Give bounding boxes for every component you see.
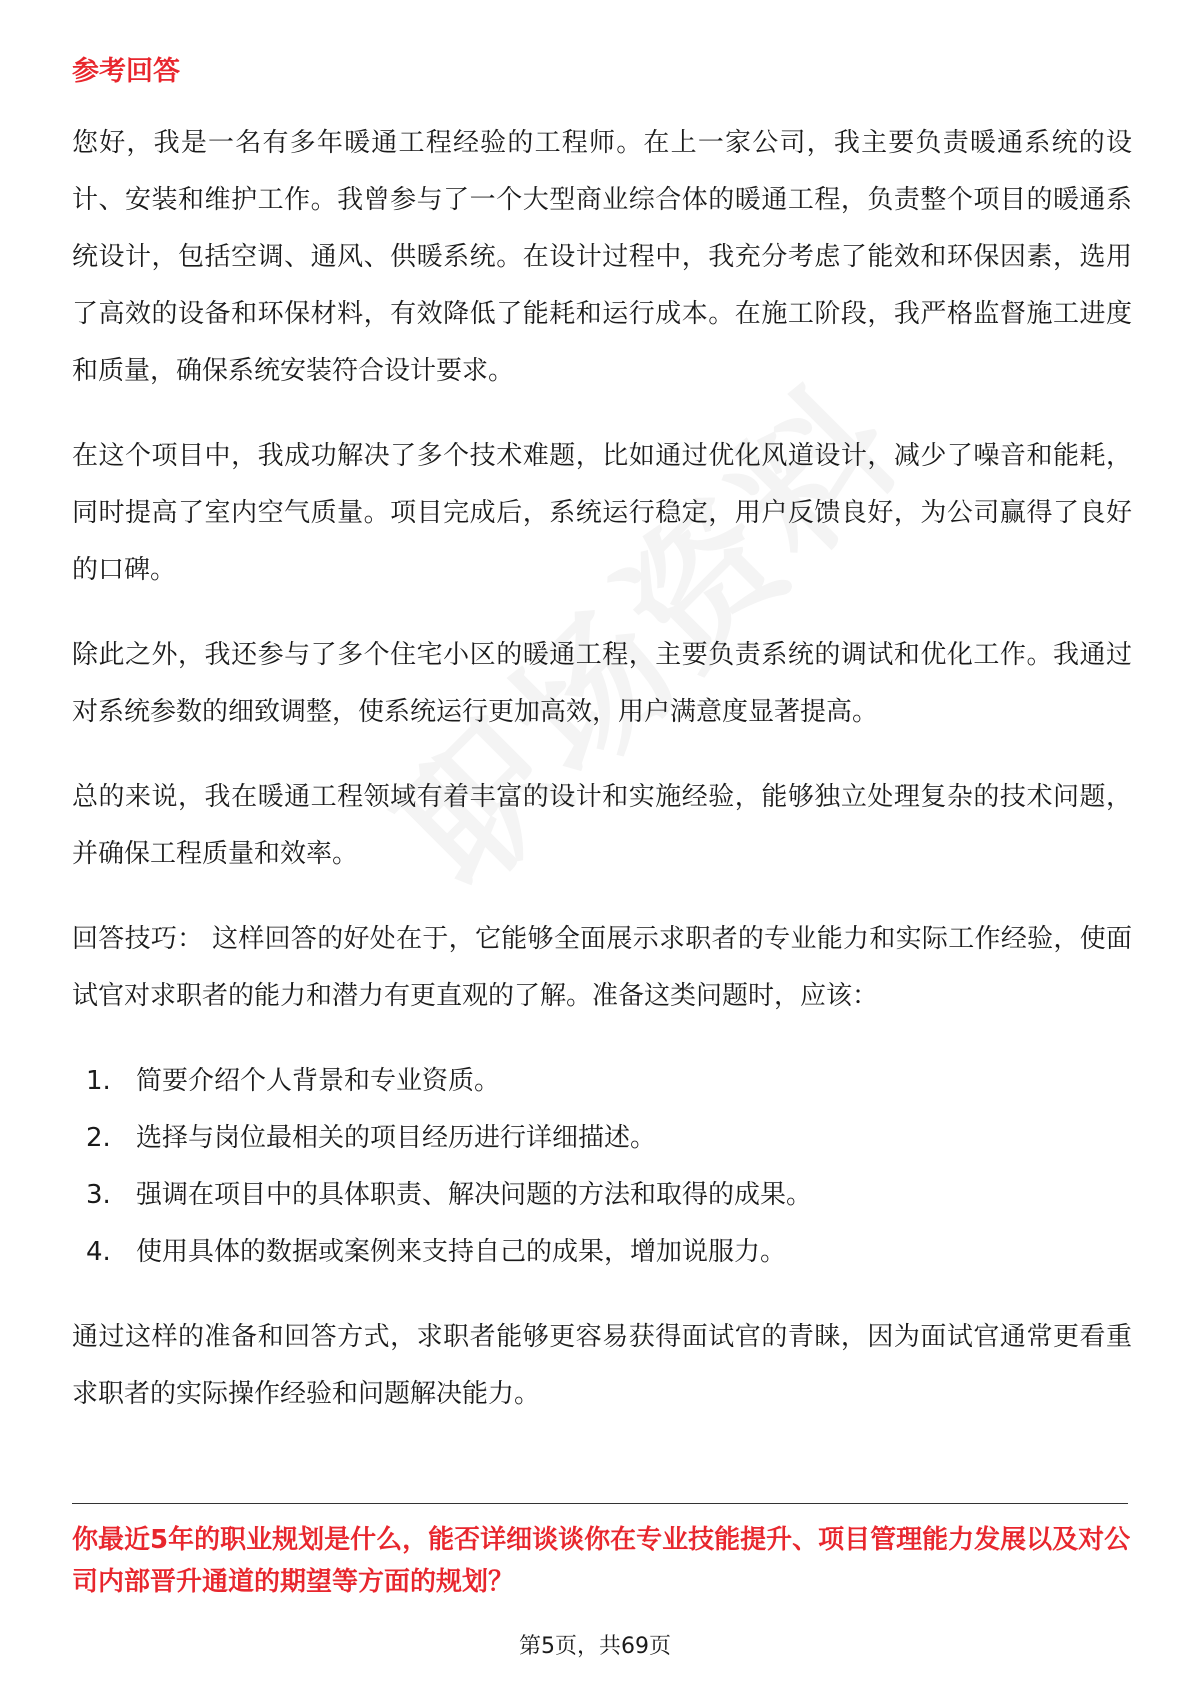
list-item-number: 3. <box>86 1180 111 1210</box>
closing-paragraph: 通过这样的准备和回答方式，求职者能够更容易获得面试官的青睐，因为面试官通常更看重求职者的实际操作经验和问题解决能力。 <box>72 1322 1132 1409</box>
list-item-text: 使用具体的数据或案例来支持自己的成果，增加说服力。 <box>136 1237 787 1267</box>
answer-paragraph-4: 总的来说，我在暖通工程领域有着丰富的设计和实施经验，能够独立处理复杂的技术问题，并确保工程质量和效率。 <box>72 782 1132 869</box>
list-item-text: 简要介绍个人背景和专业资质。 <box>136 1066 501 1096</box>
answer-paragraph-2: 在这个项目中，我成功解决了多个技术难题，比如通过优化风道设计，减少了噪音和能耗，同时提高了室内空气质量。项目完成后，系统运行稳定，用户反馈良好，为公司赢得了良好的口碑。 <box>72 441 1132 585</box>
list-item-number: 2. <box>86 1123 111 1153</box>
list-item-number: 4. <box>86 1237 111 1267</box>
page-number-footer: 第5页，共69页 <box>519 1634 671 1659</box>
list-item <box>72 1053 1132 1110</box>
list-item-text: 选择与岗位最相关的项目经历进行详细描述。 <box>136 1123 657 1153</box>
answer-paragraph-3: 除此之外，我还参与了多个住宅小区的暖通工程，主要负责系统的调试和优化工作。我通过对系统参数的细致调整，使系统运行更加高效，用户满意度显著提高。 <box>72 640 1132 727</box>
list-item-text: 强调在项目中的具体职责、解决问题的方法和取得的成果。 <box>136 1180 813 1210</box>
next-question-heading: 你最近5年的职业规划是什么，能否详细谈谈你在专业技能提升、项目管理能力发展以及对公司内部晋升通道的期望等方面的规划？ <box>72 1525 1131 1597</box>
answer-paragraph-1: 您好，我是一名有多年暖通工程经验的工程师。在上一家公司，我主要负责暖通系统的设计、安装和维护工作。我曾参与了一个大型商业综合体的暖通工程，负责整个项目的暖通系统设计，包括空调、通风、供暖系统。在设计过程中，我充分考虑了能效和环保因素，选用了高效的设备和环保材料，有效降低了能耗和运行成本。在施工阶段，我严格监督施工进度和质量，确保系统安装符合设计要求。 <box>72 128 1132 386</box>
section-heading: 参考回答 <box>72 56 180 87</box>
section-divider <box>72 1503 1128 1504</box>
list-item <box>72 1224 1132 1281</box>
tips-intro-paragraph: 回答技巧： 这样回答的好处在于，它能够全面展示求职者的专业能力和实际工作经验，使面试官对求职者的能力和潜力有更直观的了解。准备这类问题时，应该： <box>72 924 1132 1011</box>
list-item-number: 1. <box>86 1066 111 1096</box>
list-item <box>72 1110 1132 1167</box>
list-item <box>72 1167 1132 1224</box>
answer-content <box>72 115 1132 1451</box>
tips-list <box>72 1053 1132 1281</box>
